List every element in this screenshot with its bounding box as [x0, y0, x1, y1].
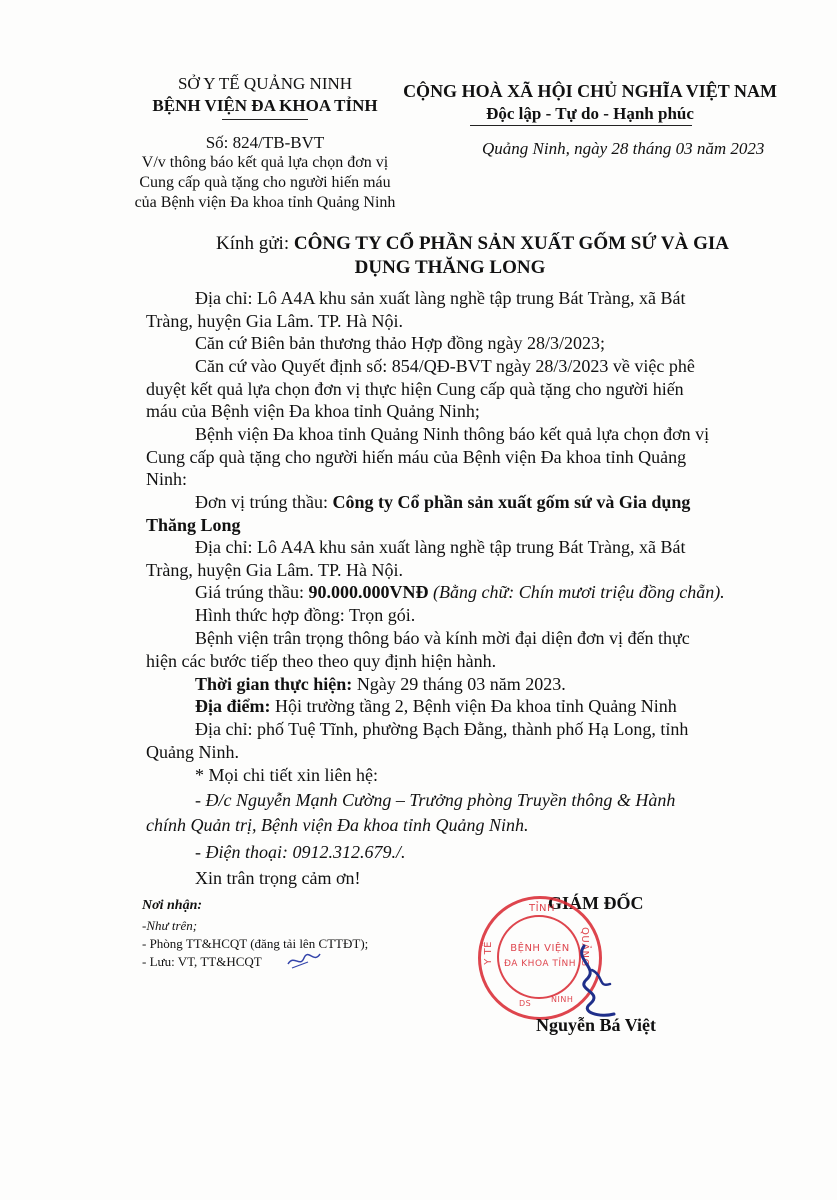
body-line: Tràng, huyện Gia Lâm. TP. Hà Nội.	[146, 560, 403, 580]
body-line: Bệnh viện trân trọng thông báo và kính mời đại diện đơn vị đến thực	[195, 628, 690, 648]
stamp-text-right: QUẢNG	[579, 927, 590, 967]
body-line: Cung cấp quà tặng cho người hiến máu của Bệnh viện Đa khoa tỉnh Quảng	[146, 447, 687, 467]
body-line: * Mọi chi tiết xin liên hệ:	[195, 765, 378, 785]
thanks-line: Xin trân trọng cảm ơn!	[195, 868, 361, 888]
document-number: Số: 824/TB-BVT	[205, 133, 325, 152]
stamp-center-1: BỆNH VIỆN	[510, 943, 570, 954]
recipient-prefix: Kính gửi:	[216, 233, 294, 254]
recipient-line-1	[216, 233, 729, 255]
signer-title: GIÁM ĐỐC	[548, 893, 644, 913]
body-line: Bệnh viện Đa khoa tỉnh Quảng Ninh thông báo kết quả lựa chọn đơn vị	[195, 424, 710, 444]
stamp-center-2: ĐA KHOA TỈNH	[503, 959, 577, 969]
issue-date: Quảng Ninh, ngày 28 tháng 03 năm 2023	[482, 139, 765, 158]
time-line	[195, 674, 566, 695]
contact-line-2: chính Quản trị, Bệnh viện Đa khoa tỉnh Quảng Ninh.	[146, 815, 529, 835]
recipient-name-1: CÔNG TY CỔ PHẦN SẢN XUẤT GỐM SỨ VÀ GIA	[293, 233, 729, 254]
subject-line-1: V/v thông báo kết quả lựa chọn đơn vị	[141, 154, 389, 171]
body-line: Căn cứ vào Quyết định số: 854/QĐ-BVT ngày 28/3/2023 về việc phê	[195, 356, 695, 376]
winner-line-1	[195, 492, 690, 513]
header-divider-left	[222, 119, 308, 120]
time-label: Thời gian thực hiện:	[195, 674, 353, 694]
time-value: Ngày 29 tháng 03 năm 2023.	[352, 674, 566, 694]
price-value: 90.000.000VNĐ	[308, 582, 429, 602]
subject-line-3: của Bệnh viện Đa khoa tỉnh Quảng Ninh	[134, 194, 396, 211]
stamp-text-left: Y TẾ	[483, 941, 494, 965]
place-label: Địa điểm:	[195, 696, 271, 716]
place-line	[195, 696, 677, 717]
phone-line: - Điện thoại: 0912.312.679./.	[195, 842, 406, 862]
hospital-name: BỆNH VIỆN ĐA KHOA TỈNH	[152, 96, 378, 115]
winner-label: Đơn vị trúng thầu:	[195, 492, 333, 512]
body-line: duyệt kết quả lựa chọn đơn vị thực hiện Cung cấp quà tặng cho người hiến	[146, 379, 684, 399]
price-line	[195, 582, 725, 603]
body-line: Địa chỉ: phố Tuệ Tĩnh, phường Bạch Đằng, thành phố Hạ Long, tỉnh	[195, 719, 689, 739]
winner-name-1: Công ty Cổ phần sản xuất gốm sứ và Gia dụng	[332, 492, 691, 512]
body-line: Địa chỉ: Lô A4A khu sản xuất làng nghề tập trung Bát Tràng, xã Bát	[195, 288, 686, 308]
price-label: Giá trúng thầu:	[195, 582, 309, 602]
stamp-inner-ring	[497, 915, 581, 999]
subject-line-2: Cung cấp quà tặng cho người hiến máu	[139, 174, 391, 191]
winner-name-2: Thăng Long	[146, 515, 241, 535]
header-divider-right	[470, 125, 692, 126]
agency-name: SỞ Y TẾ QUẢNG NINH	[177, 74, 353, 93]
price-words: (Bằng chữ: Chín mươi triệu đồng chẵn).	[428, 582, 725, 602]
body-line: Quảng Ninh.	[146, 742, 239, 762]
recipients-item: - Lưu: VT, TT&HCQT	[142, 954, 262, 969]
recipient-name-2: DỤNG THĂNG LONG	[354, 257, 546, 278]
stamp-text-bottom-right: NINH	[551, 995, 574, 1004]
stamp-text-bottom-left: DS	[519, 999, 532, 1008]
recipients-title: Nơi nhận:	[142, 898, 203, 913]
body-line: Tràng, huyện Gia Lâm. TP. Hà Nội.	[146, 311, 403, 331]
nation-title: CỘNG HOÀ XÃ HỘI CHỦ NGHĨA VIỆT NAM	[403, 81, 777, 101]
body-line: hiện các bước tiếp theo theo quy định hiện hành.	[146, 651, 497, 671]
signer-name: Nguyễn Bá Việt	[536, 1015, 657, 1035]
body-line: Căn cứ Biên bản thương thảo Hợp đồng ngày 28/3/2023;	[195, 333, 606, 353]
recipients-item: - Phòng TT&HCQT (đăng tải lên CTTĐT);	[142, 936, 369, 951]
contact-line-1: - Đ/c Nguyễn Mạnh Cường – Trưởng phòng Truyền thông & Hành	[195, 790, 676, 810]
motto: Độc lập - Tự do - Hạnh phúc	[486, 104, 694, 123]
place-value: Hội trường tầng 2, Bệnh viện Đa khoa tỉnh Quảng Ninh	[270, 696, 677, 716]
initials-mark	[286, 950, 322, 972]
stamp-text-top: TỈNH	[529, 903, 556, 914]
body-line: Hình thức hợp đồng: Trọn gói.	[195, 605, 416, 625]
body-line: Ninh:	[146, 469, 188, 489]
recipients-item: -Như trên;	[142, 918, 198, 933]
body-line: máu của Bệnh viện Đa khoa tỉnh Quảng Ninh;	[146, 401, 480, 421]
body-line: Địa chỉ: Lô A4A khu sản xuất làng nghề tập trung Bát Tràng, xã Bát	[195, 537, 686, 557]
